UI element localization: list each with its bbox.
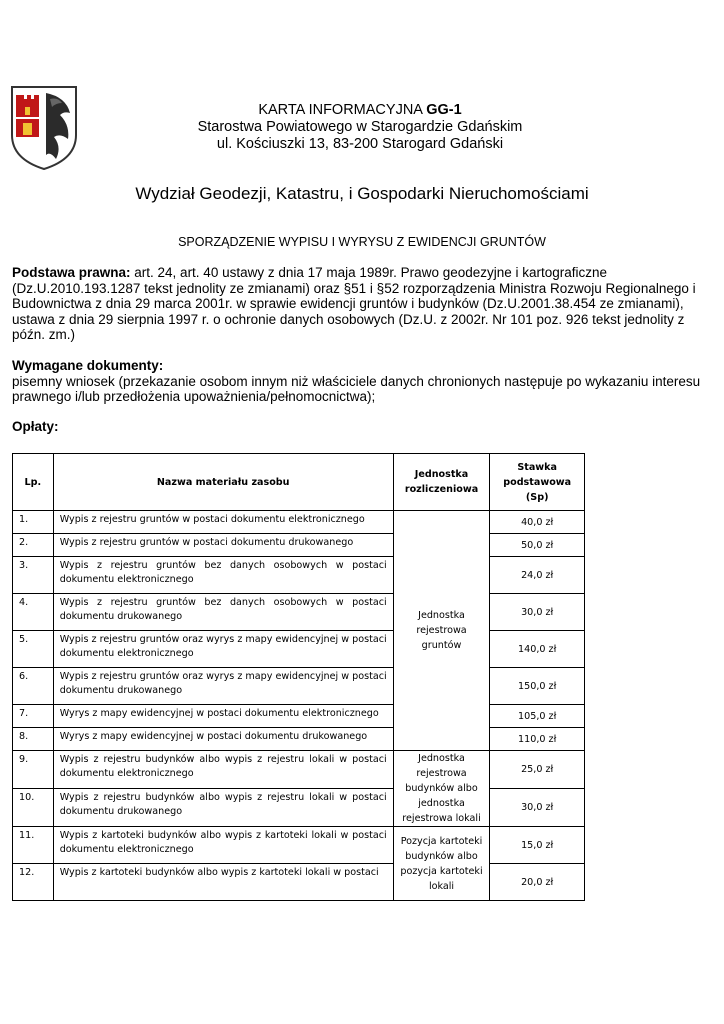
cell-rate: 15,0 zł xyxy=(490,827,585,864)
cell-name: Wyrys z mapy ewidencyjnej w postaci dokumentu elektronicznego xyxy=(53,705,393,728)
card-title: KARTA INFORMACYJNA GG-1 xyxy=(258,102,462,118)
required-document-item: pisemny wniosek (przekazanie osobom innym niż właściciele danych chronionych następuje po wykazaniu interesu prawnego i/lub przedłożenia upoważnienia/pełnomocnictwa); xyxy=(12,373,701,404)
header-rate: Stawka podstawowa (Sp) xyxy=(490,454,585,511)
cell-name: Wypis z rejestru gruntów w postaci dokumentu drukowanego xyxy=(53,534,393,557)
table-row xyxy=(13,557,585,594)
cell-lp: 9. xyxy=(13,751,54,789)
table-row xyxy=(13,789,585,827)
unit-kartoteka: Pozycja kartoteki budynków albo pozycja kartoteki lokali xyxy=(393,827,490,901)
legal-basis-text: art. 24, art. 40 ustawy z dnia 17 maja 1989r. Prawo geodezyjne i kartograficzne (Dz.U.2010.193.1287 tekst jednolity ze zmianami) oraz §51 i §52 rozporządzenia Ministra Rozwoju Regionalnego i Budownictwa z dnia 29 marca 2001r. w sprawie ewidencji gruntów i budynków (Dz.U.2001.38.454 ze zmianami), ustawa z dnia 29 sierpnia 1997 r. o ochronie danych osobowych (Dz.U. z 2002r. Nr 101 poz. 926 tekst jednolity z późn. zm.) xyxy=(12,265,696,342)
cell-rate: 30,0 zł xyxy=(490,594,585,631)
cell-rate: 150,0 zł xyxy=(490,668,585,705)
table-header-row xyxy=(13,454,585,511)
legal-basis-label: Podstawa prawna: xyxy=(12,265,131,280)
service-subject: SPORZĄDZENIE WYPISU I WYRYSU Z EWIDENCJI GRUNTÓW xyxy=(178,235,546,249)
legal-basis xyxy=(12,265,712,343)
cell-name: Wypis z kartoteki budynków albo wypis z kartoteki lokali w postaci dokumentu elektronicznego xyxy=(53,827,393,864)
cell-name: Wyrys z mapy ewidencyjnej w postaci dokumentu drukowanego xyxy=(53,728,393,751)
cell-rate: 25,0 zł xyxy=(490,751,585,789)
cell-rate: 140,0 zł xyxy=(490,631,585,668)
office-name: Starostwa Powiatowego w Starogardzie Gdańskim xyxy=(197,119,523,135)
department-title: Wydział Geodezji, Katastru, i Gospodarki Nieruchomościami xyxy=(135,184,589,203)
unit-grunty: Jednostka rejestrowa gruntów xyxy=(393,511,490,751)
cell-rate: 40,0 zł xyxy=(490,511,585,534)
cell-rate: 105,0 zł xyxy=(490,705,585,728)
header-unit: Jednostka rozliczeniowa xyxy=(393,454,490,511)
table-row xyxy=(13,705,585,728)
table-row xyxy=(13,751,585,789)
cell-lp: 11. xyxy=(13,827,54,864)
card-code: GG-1 xyxy=(426,102,462,118)
cell-name: Wypis z rejestru gruntów oraz wyrys z mapy ewidencyjnej w postaci dokumentu elektronicznego xyxy=(53,631,393,668)
table-row xyxy=(13,864,585,901)
cell-lp: 6. xyxy=(13,668,54,705)
card-header xyxy=(110,102,610,153)
cell-rate: 50,0 zł xyxy=(490,534,585,557)
cell-rate: 110,0 zł xyxy=(490,728,585,751)
cell-name: Wypis z rejestru gruntów oraz wyrys z mapy ewidencyjnej w postaci dokumentu drukowanego xyxy=(53,668,393,705)
coat-of-arms-emblem xyxy=(10,85,78,171)
required-documents-label: Wymagane dokumenty: xyxy=(12,358,164,373)
fees-table xyxy=(12,453,585,901)
cell-lp: 5. xyxy=(13,631,54,668)
table-row xyxy=(13,534,585,557)
table-row xyxy=(13,728,585,751)
cell-name: Wypis z kartoteki budynków albo wypis z kartoteki lokali w postaci xyxy=(53,864,393,901)
cell-lp: 4. xyxy=(13,594,54,631)
cell-lp: 2. xyxy=(13,534,54,557)
table-row xyxy=(13,594,585,631)
required-documents xyxy=(12,358,712,405)
table-row xyxy=(13,511,585,534)
table-row xyxy=(13,631,585,668)
fees-heading: Opłaty: xyxy=(12,419,59,434)
cell-name: Wypis z rejestru budynków albo wypis z rejestru lokali w postaci dokumentu drukowanego xyxy=(53,789,393,827)
cell-name: Wypis z rejestru budynków albo wypis z rejestru lokali w postaci dokumentu elektronicznego xyxy=(53,751,393,789)
office-address: ul. Kościuszki 13, 83-200 Starogard Gdański xyxy=(216,136,504,152)
cell-rate: 20,0 zł xyxy=(490,864,585,901)
header-name: Nazwa materiału zasobu xyxy=(53,454,393,511)
cell-name: Wypis z rejestru gruntów w postaci dokumentu elektronicznego xyxy=(53,511,393,534)
cell-rate: 30,0 zł xyxy=(490,789,585,827)
cell-lp: 8. xyxy=(13,728,54,751)
table-row xyxy=(13,827,585,864)
cell-lp: 3. xyxy=(13,557,54,594)
cell-name: Wypis z rejestru gruntów bez danych osobowych w postaci dokumentu elektronicznego xyxy=(53,557,393,594)
table-row xyxy=(13,668,585,705)
cell-lp: 7. xyxy=(13,705,54,728)
header-lp: Lp. xyxy=(13,454,54,511)
cell-rate: 24,0 zł xyxy=(490,557,585,594)
unit-budynki: Jednostka rejestrowa budynków albo jednostka rejestrowa lokali xyxy=(393,751,490,827)
cell-lp: 12. xyxy=(13,864,54,901)
cell-name: Wypis z rejestru gruntów bez danych osobowych w postaci dokumentu drukowanego xyxy=(53,594,393,631)
cell-lp: 10. xyxy=(13,789,54,827)
cell-lp: 1. xyxy=(13,511,54,534)
